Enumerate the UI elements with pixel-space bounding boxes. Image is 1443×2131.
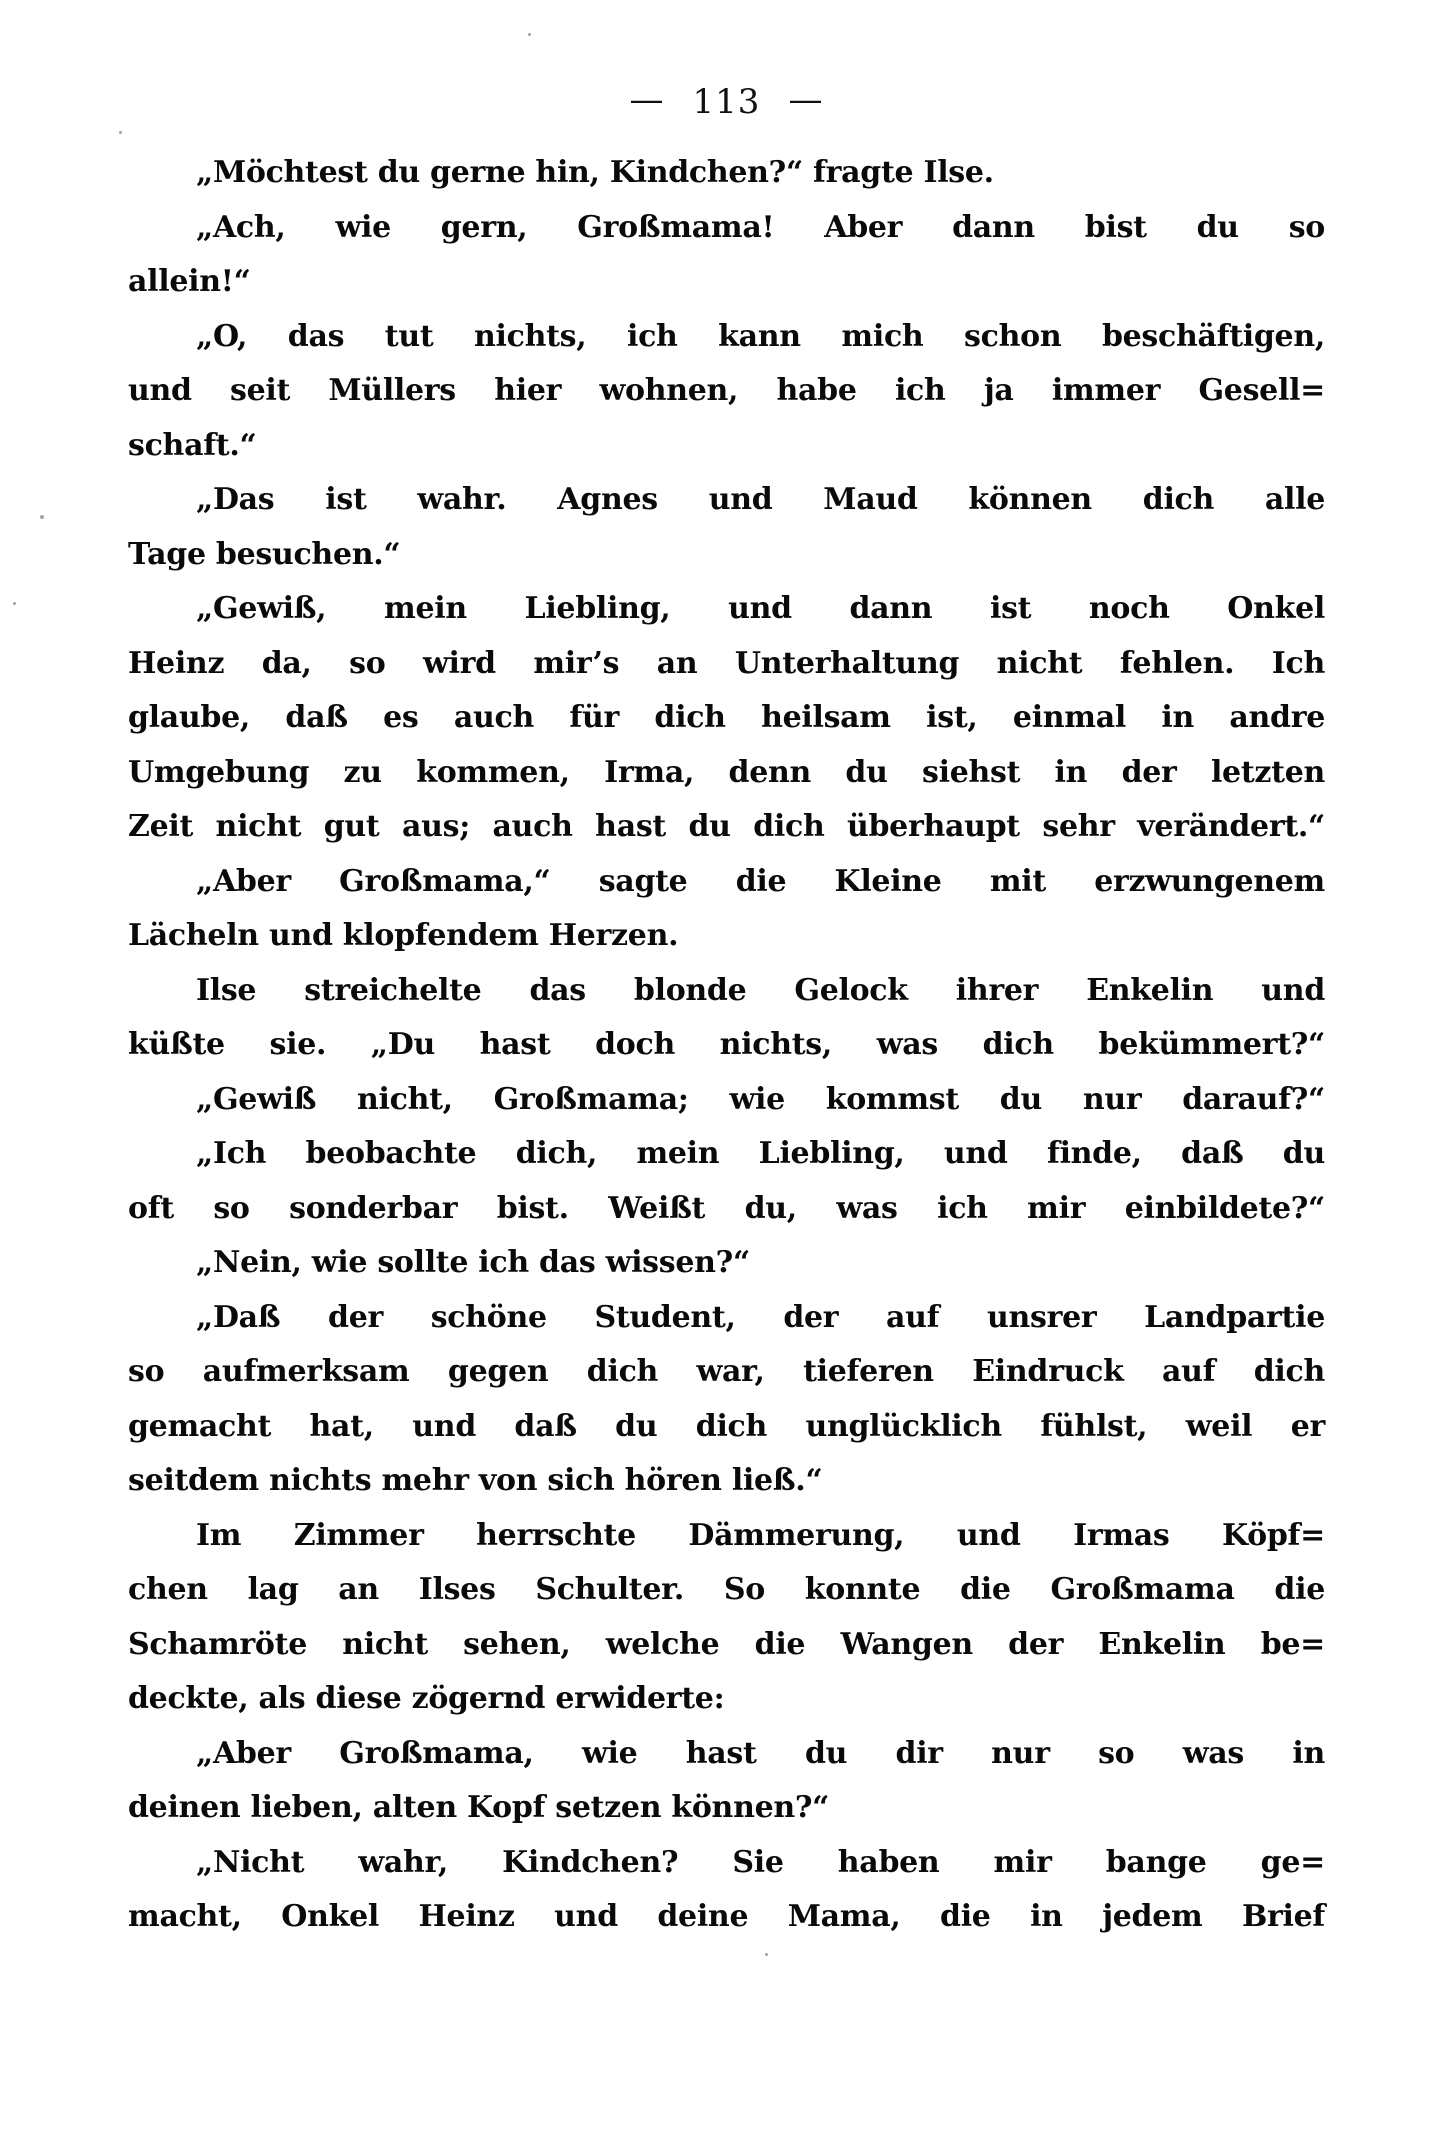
text-line: so aufmerksam gegen dich war, tieferen Eindruck auf dich bbox=[128, 1354, 1325, 1389]
scan-speck bbox=[40, 515, 44, 519]
paragraph bbox=[128, 582, 1325, 855]
paragraph bbox=[128, 473, 1325, 582]
page-number: 113 bbox=[692, 82, 761, 122]
text-line: Schamröte nicht sehen, welche die Wangen der Enkelin be= bbox=[128, 1626, 1325, 1662]
text-line: Tage besuchen.“ bbox=[128, 536, 401, 572]
text-line: macht, Onkel Heinz und deine Mama, die in jedem Brief bbox=[128, 1899, 1325, 1934]
scan-speck bbox=[765, 1953, 768, 1956]
text-line: „Möchtest du gerne hin, Kindchen?“ fragte Ilse. bbox=[196, 155, 994, 190]
paragraph bbox=[128, 146, 1325, 201]
scan-speck bbox=[13, 602, 16, 605]
paragraph bbox=[128, 1836, 1325, 1945]
paragraph bbox=[128, 1127, 1325, 1236]
text-line: gemacht hat, und daß du dich unglücklich fühlst, weil er bbox=[128, 1408, 1325, 1444]
paragraph bbox=[128, 1291, 1325, 1509]
text-line: Umgebung zu kommen, Irma, denn du siehst in der letzten bbox=[128, 754, 1325, 790]
paragraph bbox=[128, 1727, 1325, 1836]
text-line: „Ich beobachte dich, mein Liebling, und finde, daß du bbox=[196, 1136, 1325, 1171]
text-line: Heinz da, so wird mir’s an Unterhaltung nicht fehlen. Ich bbox=[128, 645, 1325, 681]
text-line: „Ach, wie gern, Großmama! Aber dann bist du so bbox=[196, 209, 1325, 245]
text-line: glaube, daß es auch für dich heilsam ist, einmal in andre bbox=[128, 700, 1325, 735]
text-line: allein!“ bbox=[128, 264, 251, 299]
text-line: „Daß der schöne Student, der auf unsrer Landpartie bbox=[196, 1299, 1325, 1335]
text-line: „Nein, wie sollte ich das wissen?“ bbox=[196, 1245, 750, 1280]
paragraph bbox=[128, 1236, 1325, 1291]
text-line: deinen lieben, alten Kopf setzen können?“ bbox=[128, 1790, 830, 1825]
scan-speck bbox=[119, 131, 122, 134]
text-line: „Aber Großmama,“ sagte die Kleine mit erzwungenem bbox=[196, 863, 1325, 899]
text-line: küßte sie. „Du hast doch nichts, was dich bekümmert?“ bbox=[128, 1027, 1325, 1062]
text-line: chen lag an Ilses Schulter. So konnte die Großmama die bbox=[128, 1572, 1325, 1607]
text-line: „O, das tut nichts, ich kann mich schon beschäftigen, bbox=[196, 318, 1325, 354]
paragraph bbox=[128, 964, 1325, 1073]
text-line: oft so sonderbar bist. Weißt du, was ich mir einbildete?“ bbox=[128, 1190, 1325, 1226]
running-head bbox=[128, 82, 1325, 122]
header-dash-left: — bbox=[629, 80, 665, 120]
paragraph bbox=[128, 1509, 1325, 1727]
text-line: seitdem nichts mehr von sich hören ließ.“ bbox=[128, 1463, 823, 1498]
text-line: Im Zimmer herrschte Dämmerung, und Irmas Köpf= bbox=[196, 1517, 1325, 1553]
text-line: schaft.“ bbox=[128, 427, 257, 463]
paragraph bbox=[128, 310, 1325, 474]
header-dash-right: — bbox=[788, 80, 824, 120]
text-line: Lächeln und klopfendem Herzen. bbox=[128, 918, 679, 953]
text-line: Ilse streichelte das blonde Gelock ihrer Enkelin und bbox=[196, 972, 1325, 1008]
text-block bbox=[128, 146, 1325, 1945]
paragraph bbox=[128, 855, 1325, 964]
text-line: „Nicht wahr, Kindchen? Sie haben mir bange ge= bbox=[196, 1844, 1325, 1880]
paragraph bbox=[128, 201, 1325, 310]
text-line: „Das ist wahr. Agnes und Maud können dich alle bbox=[196, 482, 1325, 517]
text-line: „Gewiß, mein Liebling, und dann ist noch Onkel bbox=[196, 591, 1325, 626]
scan-speck bbox=[528, 33, 531, 36]
text-line: „Gewiß nicht, Großmama; wie kommst du nur darauf?“ bbox=[196, 1081, 1325, 1117]
text-line: deckte, als diese zögernd erwiderte: bbox=[128, 1681, 725, 1716]
text-line: und seit Müllers hier wohnen, habe ich ja immer Gesell= bbox=[128, 373, 1325, 408]
text-line: Zeit nicht gut aus; auch hast du dich überhaupt sehr verändert.“ bbox=[128, 809, 1325, 844]
paragraph bbox=[128, 1073, 1325, 1128]
text-line: „Aber Großmama, wie hast du dir nur so was in bbox=[196, 1735, 1325, 1771]
